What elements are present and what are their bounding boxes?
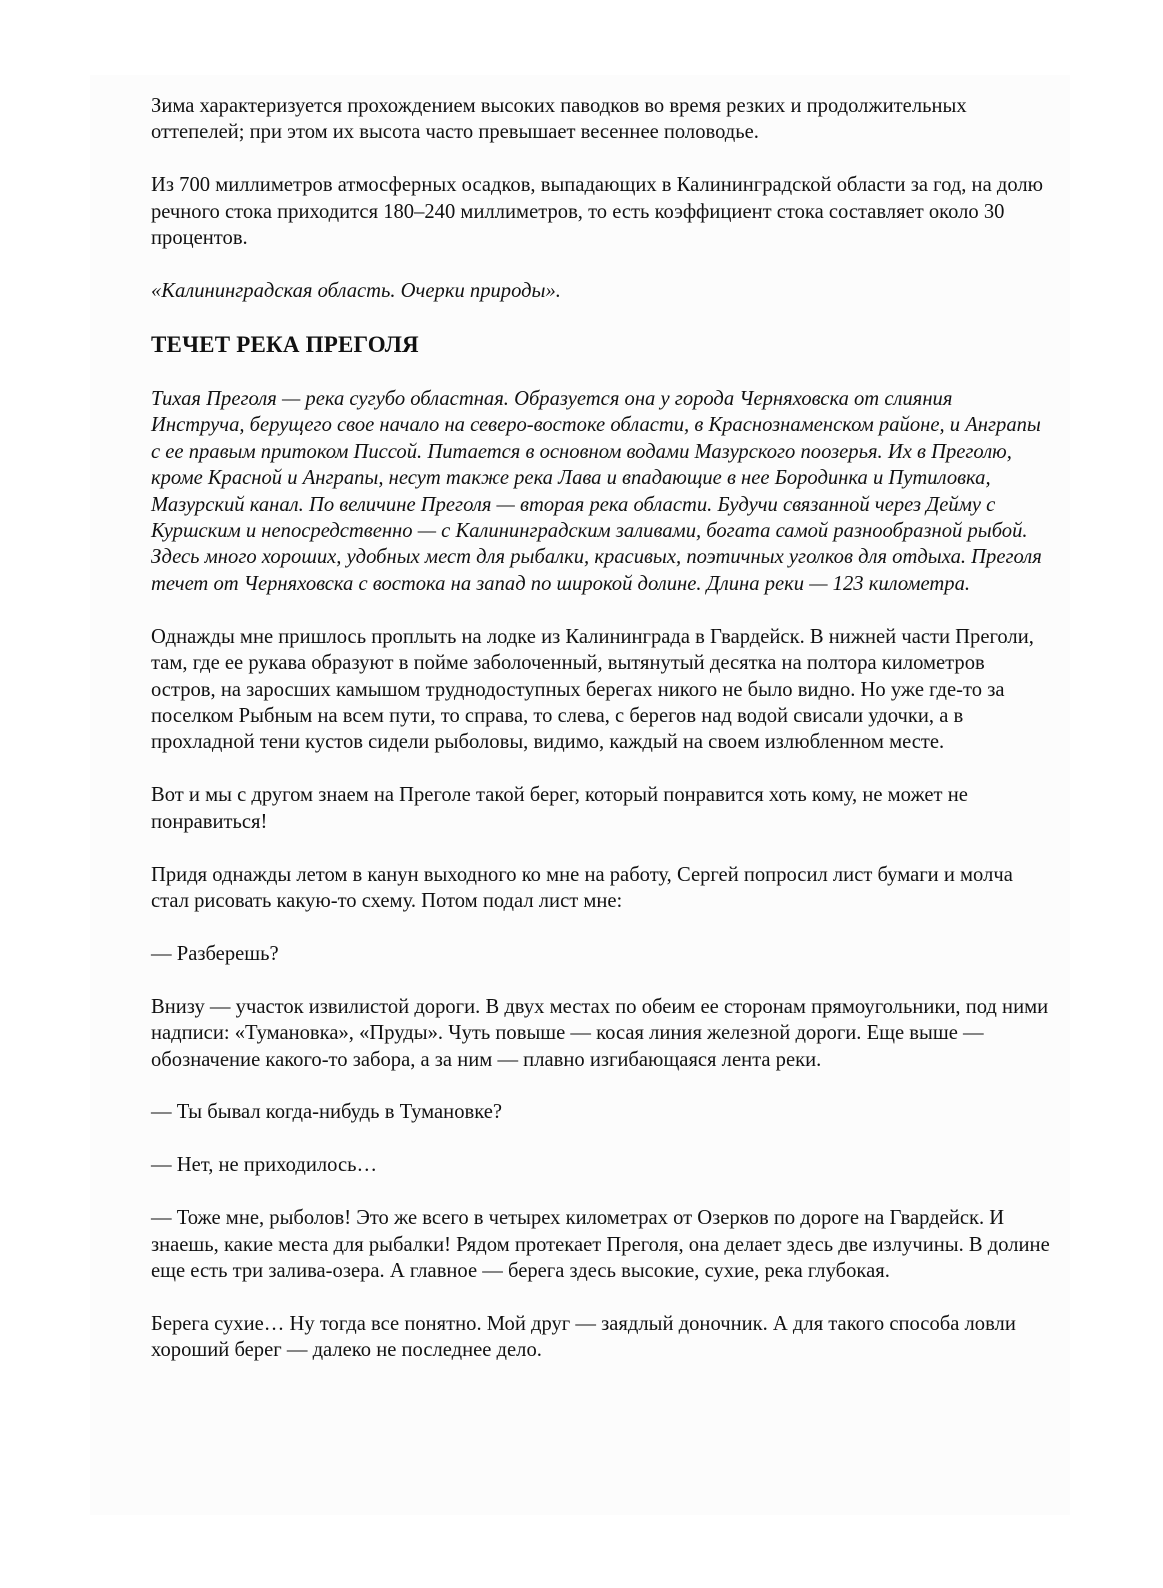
document-body [151, 93, 1051, 1390]
section-heading: ТЕЧЕТ РЕКА ПРЕГОЛЯ [151, 331, 419, 357]
paragraph-boat-trip: Однажды мне пришлось проплыть на лодке из Калининграда в Гвардейск. В нижней части Преголи, там, где ее рукава образуют в пойме заболоченный, вытянутый десятка на полтора километров остров, на заросших камышом труднодоступных берегах никого не было видно. Но уже где-то за поселком Рыбным на всем пути, то справа, то слева, с берегов над водой свисали удочки, а в прохладной тени кустов сидели рыболовы, видимо, каждый на своем излюбленном месте. [151, 625, 1034, 754]
dialogue-line: — Разберешь? [151, 942, 279, 965]
paragraph-sergey-drawing: Придя однажды летом в канун выходного ко мне на работу, Сергей попросил лист бумаги и молча стал рисовать какую-то схему. Потом подал лист мне: [151, 863, 1013, 912]
source-citation: «Калининградская область. Очерки природы». [151, 280, 561, 303]
dialogue-line: — Нет, не приходилось… [151, 1154, 378, 1177]
paragraph-map-description: Внизу — участок извилистой дороги. В двух местах по обеим ее сторонам прямоугольники, под ними надписи: «Тумановка», «Пруды». Чуть повыше — косая линия железной дороги. Еще выше — обозначение какого-то забора, а за ним — плавно изгибающаяся лента реки. [151, 995, 1049, 1071]
dialogue-line: — Ты бывал когда-нибудь в Тумановке? [151, 1101, 502, 1124]
paragraph-precipitation: Из 700 миллиметров атмосферных осадков, выпадающих в Калининградской области за год, на долю речного стока приходится 180–240 миллиметров, то есть коэффициент стока составляет около 30 процентов. [151, 174, 1044, 250]
intro-italic-paragraph: Тихая Преголя — река сугубо областная. Образуется она у города Черняховска от слияния Инструча, берущего свое начало на северо-востоке области, в Краснознаменском районе, и Анграпы с ее правым притоком Писсой. Питается в основном водами Мазурского поозерья. Их в Преголю, кроме Красной и Анграпы, несут также река Лава и впадающие в нее Бородинка и Путиловка, Мазурский канал. По величине Преголя — вторая река области. Будучи связанной через Дейму с Куршским и непосредственно — с Калининградским заливами, богата самой разнообразной рыбой. Здесь много хороших, удобных мест для рыбалки, красивых, поэтичных уголков для отдыха. Преголя течет от Черняховска с востока на запад по широкой долине. Длина реки — 123 километра. [151, 387, 1042, 595]
paragraph-friend-shore: Вот и мы с другом знаем на Преголе такой берег, который понравится хоть кому, не может не понравиться! [151, 784, 968, 833]
dialogue-line: — Тоже мне, рыболов! Это же всего в четырех километрах от Озерков по дороге на Гвардейск. И знаешь, какие места для рыбалки! Рядом протекает Преголя, она делает здесь две излучины. В долине еще есть три залива-озера. А главное — берега здесь высокие, сухие, река глубокая. [151, 1207, 1050, 1283]
paragraph-winter-floods: Зима характеризуется прохождением высоких паводков во время резких и продолжительных оттепелей; при этом их высота часто превышает весеннее половодье. [151, 95, 967, 144]
paragraph-dry-banks: Берега сухие… Ну тогда все понятно. Мой друг — заядлый доночник. А для такого способа ловли хороший берег — далеко не последнее дело. [151, 1313, 1016, 1362]
